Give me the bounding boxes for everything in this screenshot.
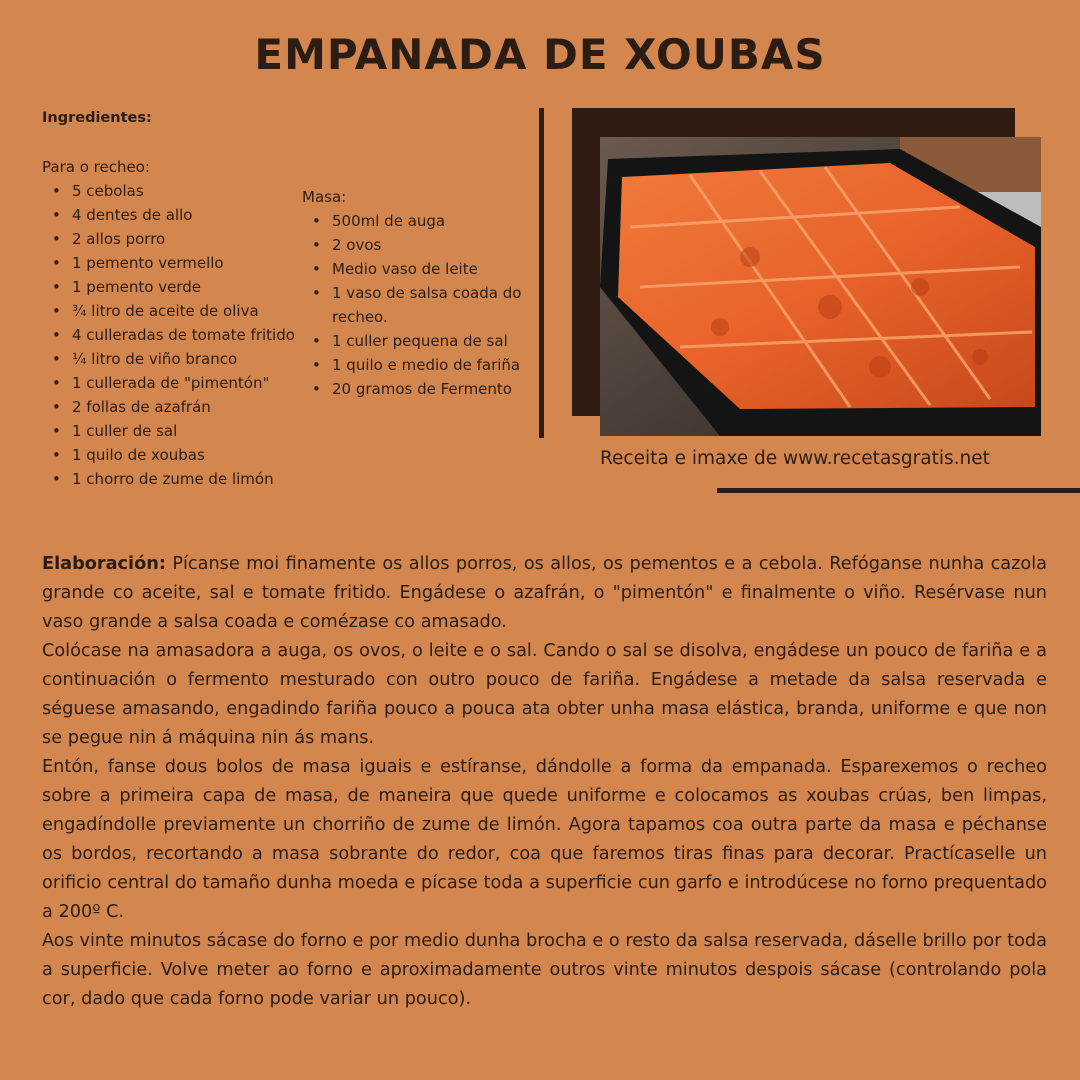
list-item: • 1 quilo de xoubas — [42, 443, 312, 467]
list-item: • 20 gramos de Fermento — [302, 377, 537, 401]
list-item: • ¼ litro de viño branco — [42, 347, 312, 371]
horizontal-divider — [717, 488, 1080, 493]
photo-credit: Receita e imaxe de www.recetasgratis.net — [600, 448, 990, 469]
list-item: • 1 vaso de salsa coada do recheo. — [302, 281, 537, 329]
recheo-heading: Para o recheo: — [42, 158, 150, 176]
list-item: • 1 pemento verde — [42, 275, 312, 299]
elaboration-paragraph — [42, 550, 1047, 637]
list-item: • 1 quilo e medio de fariña — [302, 353, 537, 377]
list-item: • 1 culler pequena de sal — [302, 329, 537, 353]
page-title: EMPANADA DE XOUBAS — [254, 30, 826, 79]
list-item: • 2 ovos — [302, 233, 537, 257]
elaboration-paragraph: Aos vinte minutos sácase do forno e por medio dunha brocha e o resto da salsa reservada, dáselle brillo por toda a superficie. Volve meter ao forno e aproximadamente outros vinte minutos despois sácase (controlando pola cor, dado que cada forno pode variar un pouco). — [42, 931, 1047, 1009]
vertical-divider — [539, 108, 544, 438]
list-item: • ¾ litro de aceite de oliva — [42, 299, 312, 323]
list-item: • 1 pemento vermello — [42, 251, 312, 275]
elaboration-label: Elaboración: — [42, 554, 166, 574]
empanada-photo — [600, 137, 1041, 436]
list-item: • 2 follas de azafrán — [42, 395, 312, 419]
list-item: • 500ml de auga — [302, 209, 537, 233]
list-item: • 1 culler de sal — [42, 419, 312, 443]
masa-ingredient-list — [302, 209, 537, 401]
elaboration-text — [42, 550, 1047, 1014]
masa-heading: Masa: — [302, 188, 347, 206]
list-item: • 2 allos porro — [42, 227, 312, 251]
list-item: • 1 chorro de zume de limón — [42, 467, 312, 491]
list-item: • 4 dentes de allo — [42, 203, 312, 227]
list-item: • 5 cebolas — [42, 179, 312, 203]
elaboration-paragraph: Colócase na amasadora a auga, os ovos, o leite e o sal. Cando o sal se disolva, engádese un pouco de fariña e a continuación o fermento mesturado con outro pouco de fariña. Engádese a metade da salsa reservada e séguese amasando, engadindo fariña pouco a pouca ata obter unha masa elástica, branda, uniforme e que non se pegue nin á máquina nin ás mans. — [42, 641, 1047, 748]
list-item: • 1 cullerada de "pimentón" — [42, 371, 312, 395]
list-item: • Medio vaso de leite — [302, 257, 537, 281]
ingredients-heading: Ingredientes: — [42, 110, 152, 126]
elaboration-paragraph: Entón, fanse dous bolos de masa iguais e estíranse, dándolle a forma da empanada. Esparexemos o recheo sobre a primeira capa de masa, de maneira que quede uniforme e colocamos as xoubas crúas, ben limpas, engadíndolle previamente un chorriño de zume de limón. Agora tapamos coa outra parte da masa e péchanse os bordos, recortando a masa sobrante do redor, coa que faremos tiras finas para decorar. Practícaselle un orificio central do tamaño dunha moeda e pícase toda a superficie cun garfo e introdúcese no forno prequentado a 200º C. — [42, 757, 1047, 922]
recheo-ingredient-list — [42, 179, 312, 491]
paragraph-text: Pícanse moi finamente os allos porros, os allos, os pementos e a cebola. Refóganse nunha cazola grande co aceite, sal e tomate fritido. Engádese o azafrán, o "pimentón" e finalmente o viño. Resérvase nun vaso grande a salsa coada e comézase co amasado. — [42, 554, 1047, 632]
list-item: • 4 culleradas de tomate fritido — [42, 323, 312, 347]
